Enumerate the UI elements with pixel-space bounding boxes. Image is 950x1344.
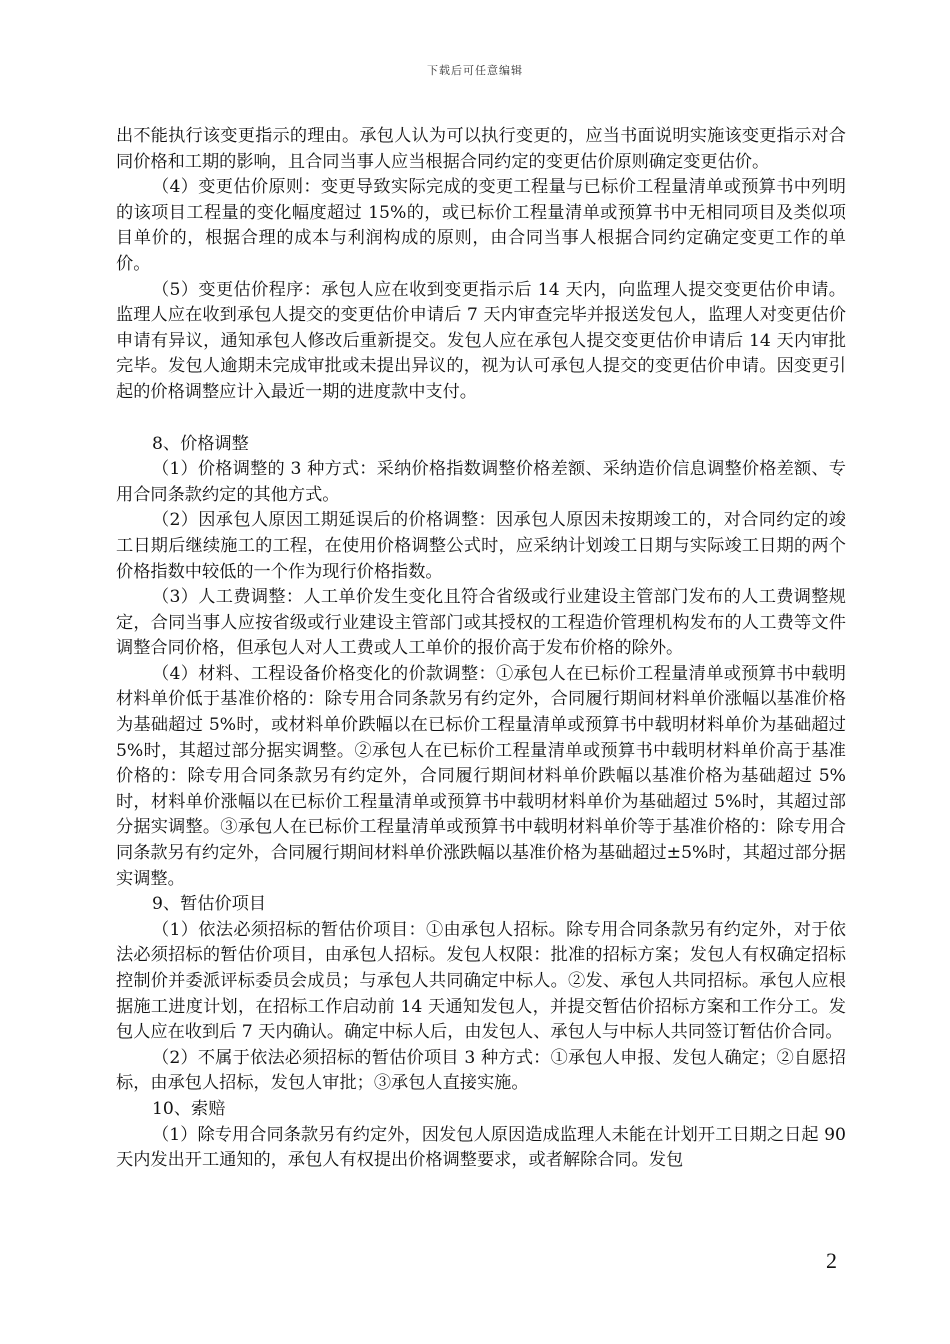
section-heading: 9、暂估价项目	[152, 894, 267, 915]
page-header: 下载后可任意编辑	[427, 64, 523, 77]
paragraph: （3）人工费调整：人工单价发生变化且符合省级或行业建设主管部门发布的人工费调整规定，合同当事人应按省级或行业建设主管部门或其授权的工程造价管理机构发布的人工费等文件调整合同价格，但承包人对人工费或人工单价的报价高于发布价格的除外。	[116, 587, 846, 659]
paragraph-spacer	[116, 406, 846, 432]
section-heading: 8、价格调整	[152, 433, 249, 454]
section-heading: 10、索赔	[152, 1098, 226, 1119]
paragraph: （1）除专用合同条款另有约定外，因发包人原因造成监理人未能在计划开工日期之日起 90 天内发出开工通知的，承包人有权提出价格调整要求，或者解除合同。发包	[116, 1124, 846, 1171]
page-number: 2	[826, 1248, 837, 1273]
paragraph: （4）变更估价原则：变更导致实际完成的变更工程量与已标价工程量清单或预算书中列明的该项目工程量的变化幅度超过 15%的，或已标价工程量清单或预算书中无相同项目及类似项目单价的，根据合理的成本与利润构成的原则，由合同当事人根据合同约定确定变更工作的单价。	[116, 177, 846, 274]
paragraph: （2）不属于依法必须招标的暂估价项目 3 种方式：①承包人申报、发包人确定；②自愿招标，由承包人招标，发包人审批；③承包人直接实施。	[116, 1047, 846, 1094]
paragraph: 出不能执行该变更指示的理由。承包人认为可以执行变更的，应当书面说明实施该变更指示对合同价格和工期的影响，且合同当事人应当根据合同约定的变更估价原则确定变更估价。	[116, 126, 846, 172]
paragraph: （1）价格调整的 3 种方式：采纳价格指数调整价格差额、采纳造价信息调整价格差额、专用合同条款约定的其他方式。	[116, 459, 846, 505]
document-body	[116, 124, 846, 1174]
paragraph: （2）因承包人原因工期延误后的价格调整：因承包人原因未按期竣工的，对合同约定的竣工日期后继续施工的工程，在使用价格调整公式时，应采纳计划竣工日期与实际竣工日期的两个价格指数中较低的一个作为现行价格指数。	[116, 510, 846, 582]
paragraph: （4）材料、工程设备价格变化的价款调整：①承包人在已标价工程量清单或预算书中载明材料单价低于基准价格的：除专用合同条款另有约定外，合同履行期间材料单价涨幅以基准价格为基础超过 5%时，或材料单价跌幅以在已标价工程量清单或预算书中载明材料单价为基础超过 5%时，其超过部分据实调整。②承包人在已标价工程量清单或预算书中载明材料单价高于基准价格的：除专用合同条款另有约定外，合同履行期间材料单价跌幅以基准价格为基础超过 5%时，材料单价涨幅以在已标价工程量清单或预算书中载明材料单价为基础超过 5%时，其超过部分据实调整。③承包人在已标价工程量清单或预算书中载明材料单价等于基准价格的：除专用合同条款另有约定外，合同履行期间材料单价涨跌幅以基准价格为基础超过±5%时，其超过部分据实调整。	[116, 663, 846, 889]
paragraph: （5）变更估价程序：承包人应在收到变更指示后 14 天内，向监理人提交变更估价申请。监理人应在收到承包人提交的变更估价申请后 7 天内审查完毕并报送发包人，监理人对变更估价申请有异议，通知承包人修改后重新提交。发包人应在承包人提交变更估价申请后 14 天内审批完毕。发包人逾期未完成审批或未提出异议的，视为认可承包人提交的变更估价申请。因变更引起的价格调整应计入最近一期的进度款中支付。	[116, 279, 846, 402]
paragraph: （1）依法必须招标的暂估价项目：①由承包人招标。除专用合同条款另有约定外，对于依法必须招标的暂估价项目，由承包人招标。发包人权限：批准的招标方案；发包人有权确定招标控制价并委派评标委员会成员；与承包人共同确定中标人。②发、承包人共同招标。承包人应根据施工进度计划，在招标工作启动前 14 天通知发包人，并提交暂估价招标方案和工作分工。发包人应在收到后 7 天内确认。确定中标人后，由发包人、承包人与中标人共同签订暂估价合同。	[116, 919, 846, 1043]
